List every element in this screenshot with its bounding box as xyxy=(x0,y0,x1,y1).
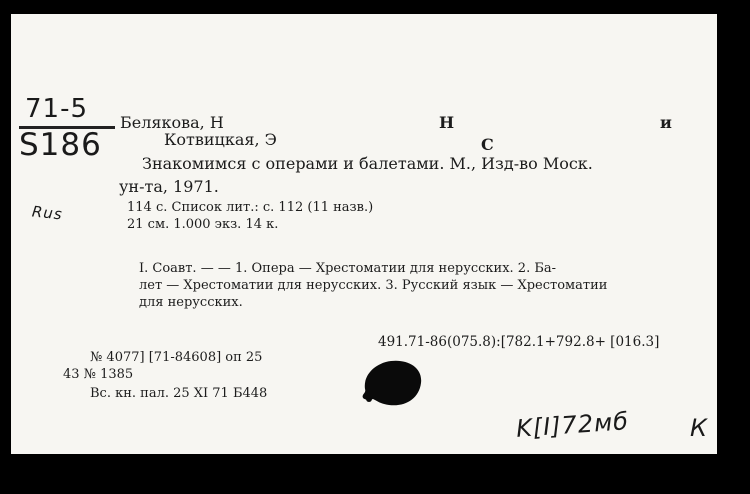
size-line: 21 см. 1.000 экз. 14 к. xyxy=(127,217,279,232)
catalog-card xyxy=(11,14,717,454)
record-number-line-3: Вс. кн. пал. 25 XI 71 Б448 xyxy=(90,386,268,401)
handwritten-signature: K[I]72мб xyxy=(515,407,630,443)
ink-blot xyxy=(357,353,425,409)
handwritten-mark: К xyxy=(690,414,709,442)
filing-letter-s: С xyxy=(481,135,494,154)
subject-line-1: I. Соавт. — — 1. Опера — Хрестоматии для нерусских. 2. Ба- xyxy=(139,261,557,276)
call-number-top: 71-5 xyxy=(25,94,89,124)
author-primary: Белякова, Н xyxy=(120,113,224,132)
pages-line: 114 с. Список лит.: с. 112 (11 назв.) xyxy=(127,200,374,215)
title-line-1: Знакомимся с операми и балетами. М., Изд-во Моск. xyxy=(142,154,593,173)
subject-line-3: для нерусских. xyxy=(139,295,243,310)
record-number-line-2: 43 № 1385 xyxy=(63,367,134,382)
filing-letter-i: и xyxy=(660,113,672,132)
subject-headings xyxy=(139,260,691,311)
handwritten-note: Rus xyxy=(31,202,64,224)
filing-letter-h: Н xyxy=(439,113,455,132)
udc-classification: 491.71-86(075.8):[782.1+792.8+ [016.3] xyxy=(378,334,660,350)
subject-line-2: лет — Хрестоматии для нерусских. 3. Русский язык — Хрестоматии xyxy=(139,278,608,293)
title-line-2: ун-та, 1971. xyxy=(119,177,219,196)
call-number-bottom: S186 xyxy=(19,127,102,163)
author-secondary: Котвицкая, Э xyxy=(164,130,277,149)
record-number-line-1: № 4077] [71-84608] оп 25 xyxy=(90,350,263,365)
